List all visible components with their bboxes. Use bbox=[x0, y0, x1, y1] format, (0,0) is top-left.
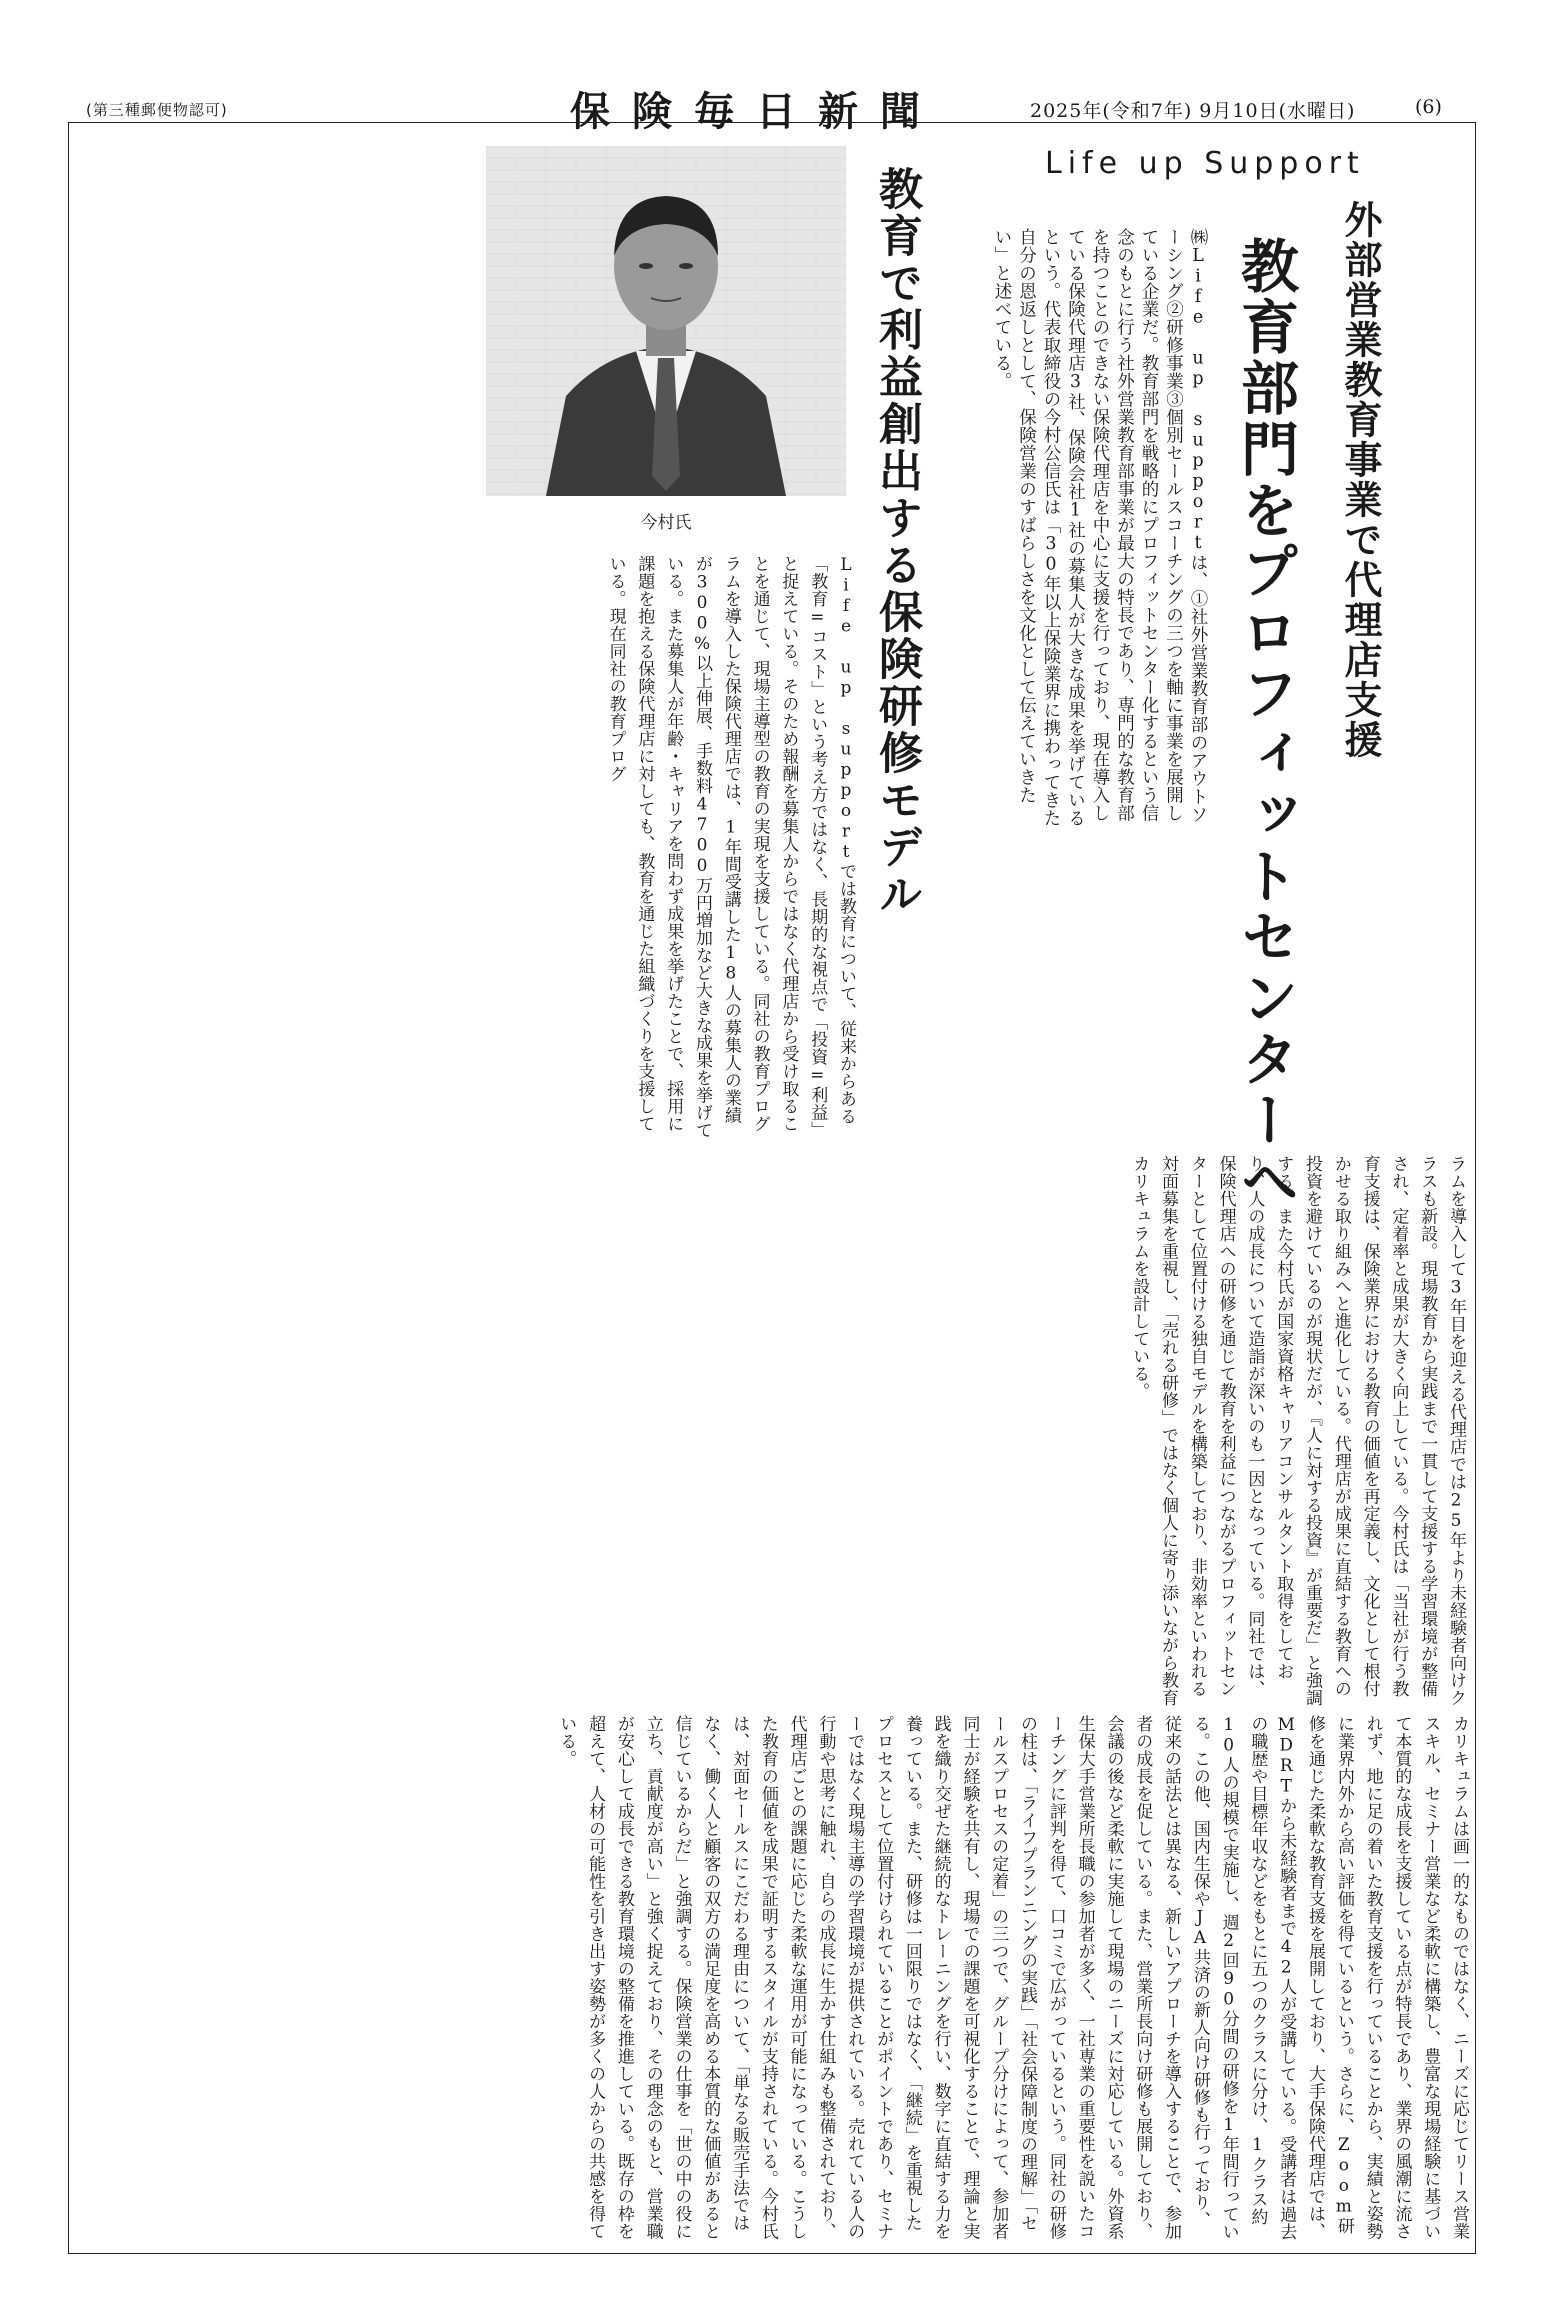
newspaper-title: 保険毎日新聞 bbox=[570, 88, 942, 135]
masthead bbox=[0, 0, 1542, 135]
subheadline: 外部営業教育事業で代理店支援 bbox=[1338, 200, 1382, 760]
photo-caption: 今村氏 bbox=[640, 513, 692, 533]
main-headline: 教育部門をプロフィットセンターへ bbox=[1231, 236, 1299, 1212]
page-number: (6) bbox=[1415, 96, 1442, 118]
body-block-3: カリキュラムは画一的なものではなく、ニーズに応じてリース営業スキル、セミナー営業など柔軟に構築し、豊富な現場経験に基づいて本質的な成長を支援している点が特長であり、業界の風潮に流されず、地に足の着いた教育支援を行っていることから、実績と姿勢に業界内外から高い評価を得ているという。さらに、Zoom研修を通じた柔軟な教育支援を展開しており、大手保険代理店では、MDRTから未経験者まで42人が受講している。受講者は過去の職歴や目標年収などをもとに五つのクラスに分け、1クラス約10人の規模で実施し、週2回90分間の研修を1年間行っている。この他、国内生保やJA共済の新人向け研修も行っており、従来の話法とは異なる、新しいアプローチを導入することで、参加者の成長を促している。また、営業所長向け研修も展開しており、会議の後など柔軟に実施して現場のニーズに対応している。外資系生保大手営業所長職の参加者が多く、一社専業の重要性を説いたコーチングに評判を得て、口コミで広がっているという。同社の研修の柱は、「ライフプランニングの実践」「社会保障制度の理解」「セールスプロセスの定着」の三つで、グループ分けによって、参加者同士が経験を共有し、現場での課題を可視化することで、理論と実践を織り交ぜた継続的なトレーニングを行い、数字に直結する力を養っている。また、研修は一回限りではなく、「継続」を重視したプロセスとして位置付けられていることがポイントであり、セミナーではなく現場主導の学習環境が提供されている。売れている人の行動や思考に触れ、自らの成長に生かす仕組みも整備されており、代理店ごとの課題に応じた柔軟な運用が可能になっている。こうした教育の価値を成果で証明するスタイルが支持されている。今村氏は、対面セールスにこだわる理由について、「単なる販売手法ではなく、働く人と顧客の双方の満足度を高める本質的な価値があると信じているからだ」と強調する。保険営業の仕事を「世の中の役に立ち、貢献度が高い」と強く捉えており、その理念のもと、営業職が安心して成長できる教育環境の整備を推進している。既存の枠を超えて、人材の可能性を引き出す姿勢が多くの人からの共感を得ている。 bbox=[556, 1715, 1469, 2241]
postal-permit: (第三種郵便物認可) bbox=[86, 101, 228, 119]
portrait-illustration bbox=[486, 146, 846, 496]
lede-paragraph: ㈱Life up supportは、①社外営業教育部のアウトソーシング②研修事業③個別セールスコーチングの三つを軸に事業を展開している企業だ。教育部門を戦略的にプロフィットセンター化するという信念のもとに行う社外営業教育部事業が最大の特長であり、専門的な教育部を持つことのできない保険代理店を中心に支援を行っており、現在導入している保険代理店3社、保険会社1社の募集人が大きな成果を挙げているという。代表取締役の今村公信氏は「30年以上保険業界に携わってきた自分の恩返しとして、保険営業のすばらしさを文化として伝えていきたい」と述べている。 bbox=[992, 228, 1208, 827]
portrait-photo bbox=[486, 146, 846, 496]
company-kicker: Life up Support bbox=[1045, 146, 1365, 181]
second-headline: 教育で利益創出する保険研修モデル bbox=[871, 166, 922, 918]
body-block-2: ラムを導入して3年目を迎える代理店では25年より未経験者向けクラスも新設。現場教育から実践まで一貫して支援する学習環境が整備され、定着率と成果が大きく向上している。今村氏は「当社が行う教育支援は、保険業界における教育の価値を再定義し、文化として根付かせる取り組みへと進化している。代理店が成果に直結する教育への投資を避けているのが現状だが、『人に対する投資』が重要だ」と強調する。また今村氏が国家資格キャリアコンサルタント取得をしており、人の成長について造詣が深いのも一因となっている。同社では、保険代理店への研修を通じて教育を利益につながるプロフィットセンターとして位置付ける独自モデルを構築しており、非効率といわれる対面募集を重視し、「売れる研修」ではなく個人に寄り添いながら教育カリキュラムを設計している。 bbox=[1129, 1155, 1466, 1707]
issue-date: 2025年(令和7年) 9月10日(水曜日) bbox=[1030, 100, 1356, 122]
body-block-1: Life up supportでは教育について、従来からある「教育=コスト」という考え方ではなく、長期的な視点で「投資=利益」と捉えている。そのため報酬を募集人からではなく代理店から受け取ることを通じて、現場主導型の教育の実現を支援している。同社の教育プログラムを導入した保険代理店では、1年間受講した18人の募集人の業績が300%以上伸展、手数料4700万円増加など大きな成果を挙げている。また募集人が年齢・キャリアを問わず成果を挙げたことで、採用に課題を抱える保険代理店に対しても、教育を通じた組織づくりを支援している。現在同社の教育プログ bbox=[605, 555, 856, 1139]
